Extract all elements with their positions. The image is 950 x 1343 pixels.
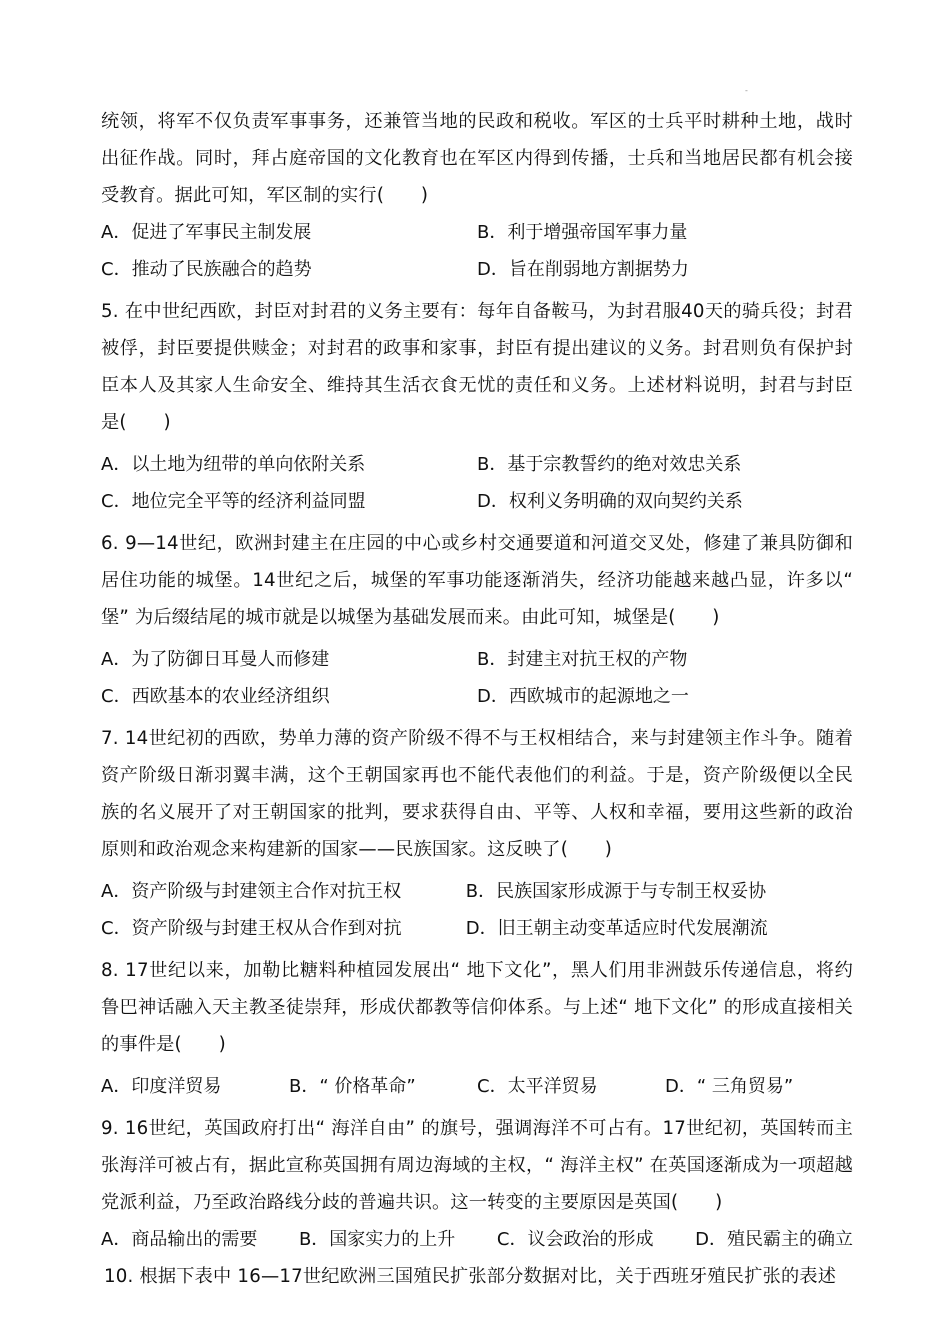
- option-c[interactable]: C．资产阶级与封建王权从合作到对抗: [101, 918, 402, 939]
- option-a[interactable]: A．促进了军事民主制发展: [101, 222, 312, 243]
- option-d[interactable]: D．殖民霸主的确立: [695, 1229, 853, 1250]
- option-a[interactable]: A．资产阶级与封建领主合作对抗王权: [101, 881, 402, 902]
- option-b[interactable]: B．“ 价格革命”: [289, 1076, 416, 1097]
- question-4-options: [101, 214, 853, 288]
- question-5-options: [101, 446, 853, 520]
- option-b[interactable]: B．利于增强帝国军事力量: [477, 222, 688, 243]
- option-c[interactable]: C．推动了民族融合的趋势: [101, 259, 312, 280]
- option-d[interactable]: D．西欧城市的起源地之一: [477, 686, 689, 707]
- option-b[interactable]: B．国家实力的上升: [298, 1229, 456, 1250]
- question-content: [101, 103, 853, 1295]
- question-4-stem: 统领，将军不仅负责军事事务，还兼管当地的民政和税收。军区的士兵平时耕种土地，战时出征作战。同时，拜占庭帝国的文化教育也在军区内得到传播，士兵和当地居民都有机会接受教育。据此可知，军区制的实行( ): [101, 111, 853, 206]
- option-b[interactable]: B．封建主对抗王权的产物: [477, 649, 688, 670]
- question-6-options: [101, 641, 853, 715]
- option-d[interactable]: D．旧王朝主动变革适应时代发展潮流: [465, 918, 768, 939]
- option-d[interactable]: D．旨在削弱地方割据势力: [477, 259, 689, 280]
- option-b[interactable]: B．民族国家形成源于与专制王权妥协: [465, 881, 767, 902]
- option-d[interactable]: D．权利义务明确的双向契约关系: [477, 491, 743, 512]
- corner-mark: -: [745, 86, 748, 95]
- question-5-stem: 5. 在中世纪西欧，封臣对封君的义务主要有：每年自备鞍马，为封君服40天的骑兵役；封君被俘，封臣要提供赎金；对封君的政事和家事，封臣有提出建议的义务。封君则负有保护封臣本人及其家人生命安全、维持其生活衣食无忧的责任和义务。上述材料说明，封君与封臣是( ): [101, 301, 853, 433]
- option-b[interactable]: B．基于宗教誓约的绝对效忠关系: [477, 454, 742, 475]
- option-c[interactable]: C．太平洋贸易: [477, 1076, 598, 1097]
- question-8-options: [101, 1068, 853, 1105]
- option-a[interactable]: A．为了防御日耳曼人而修建: [101, 649, 330, 670]
- question-10-stem: 10. 根据下表中 16—17世纪欧洲三国殖民扩张部分数据对比，关于西班牙殖民扩张的表述: [104, 1266, 837, 1287]
- option-c[interactable]: C．西欧基本的农业经济组织: [101, 686, 330, 707]
- option-d[interactable]: D．“ 三角贸易”: [665, 1076, 794, 1097]
- question-6-stem: 6. 9—14世纪，欧洲封建主在庄园的中心或乡村交通要道和河道交叉处，修建了兼具防御和居住功能的城堡。14世纪之后，城堡的军事功能逐渐消失，经济功能越来越凸显，许多以“ 堡” 为后缀结尾的城市就是以城堡为基础发展而来。由此可知，城堡是( ): [101, 533, 853, 628]
- option-a[interactable]: A．印度洋贸易: [101, 1076, 222, 1097]
- question-7-stem: 7. 14世纪初的西欧，势单力薄的资产阶级不得不与王权相结合，来与封建领主作斗争。随着资产阶级日渐羽翼丰满，这个王朝国家再也不能代表他们的利益。于是，资产阶级便以全民族的名义展开了对王朝国家的批判，要求获得自由、平等、人权和幸福，要用这些新的政治原则和政治观念来构建新的国家——民族国家。这反映了( ): [101, 728, 853, 860]
- question-9-options: [101, 1221, 853, 1258]
- option-a[interactable]: A．以土地为纽带的单向依附关系: [101, 454, 366, 475]
- option-a[interactable]: A．商品输出的需要: [101, 1229, 258, 1250]
- option-c[interactable]: C．议会政治的形成: [496, 1229, 654, 1250]
- question-7-options: [101, 873, 853, 947]
- question-9-stem: 9. 16世纪，英国政府打出“ 海洋自由” 的旗号，强调海洋不可占有。17世纪初，英国转而主张海洋可被占有，据此宣称英国拥有周边海域的主权，“ 海洋主权” 在英国逐渐成为一项超越党派利益，乃至政治路线分歧的普遍共识。这一转变的主要原因是英国( ): [101, 1118, 853, 1213]
- option-c[interactable]: C．地位完全平等的经济利益同盟: [101, 491, 366, 512]
- question-8-stem: 8. 17世纪以来，加勒比糖料种植园发展出“ 地下文化”，黑人们用非洲鼓乐传递信息，将约鲁巴神话融入天主教圣徒崇拜，形成伏都教等信仰体系。与上述“ 地下文化” 的形成直接相关的事件是( ): [101, 960, 853, 1055]
